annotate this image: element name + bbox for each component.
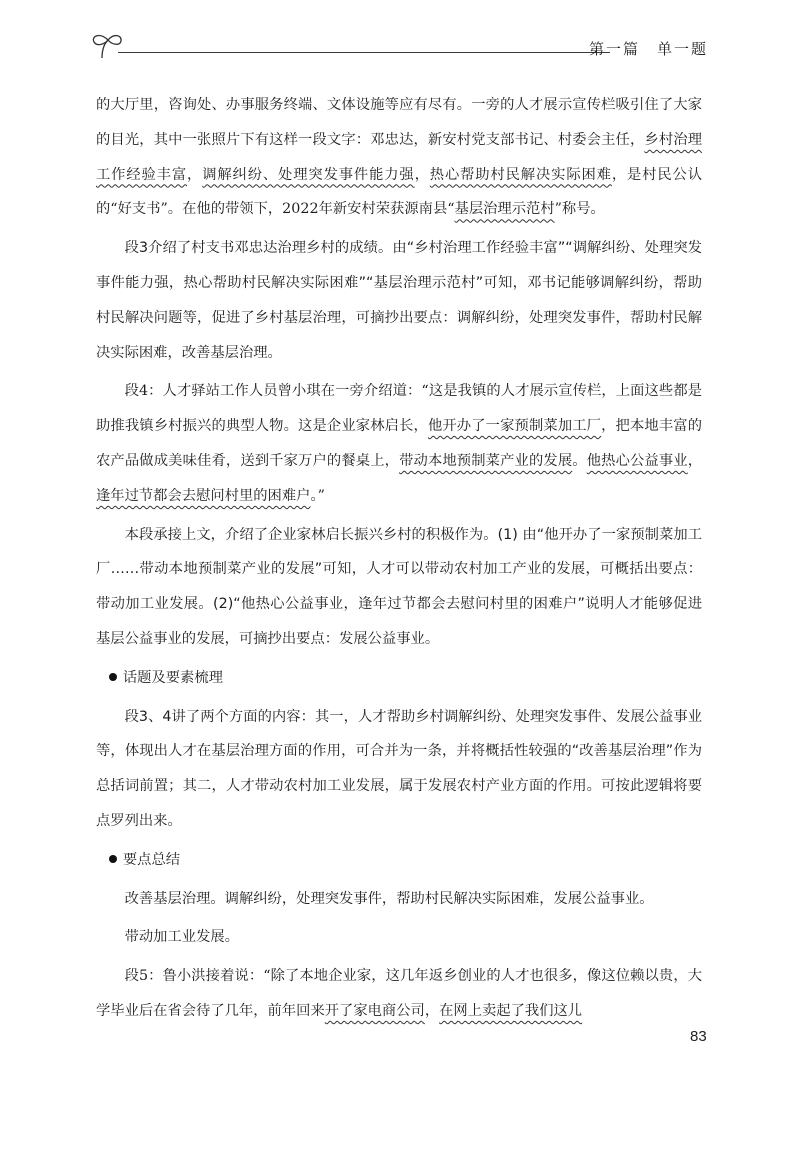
analysis-paragraph-3: 段3介绍了村支书邓忠达治理乡村的成绩。由“乡村治理工作经验丰富”“调解纠纷、处理突发事件能力强，热心帮助村民解决实际困难”“基层治理示范村”可知，邓书记能够调解纠纷，帮助村民解决问题等，促进了乡村基层治理，可摘抄出要点：调解纠纷，处理突发事件，帮助村民解决实际困难，改善基层治理。 <box>96 240 702 361</box>
bullet-icon <box>109 855 117 863</box>
underlined-phrase: 基层治理示范村 <box>454 201 555 218</box>
underlined-phrase: 热心帮助村民解决实际困难 <box>429 166 612 183</box>
page-number: 83 <box>690 1028 707 1045</box>
underlined-phrase: 乡村治理工作经验丰富 <box>96 131 702 183</box>
bullet-icon <box>109 673 117 681</box>
underlined-phrase: 在网上卖起了我们这儿 <box>439 1002 583 1019</box>
summary-point-1: 改善基层治理。调解纠纷，处理突发事件，帮助村民解决实际困难，发展公益事业。 <box>124 890 654 907</box>
underlined-phrase: 开了家电商公司 <box>324 1002 425 1019</box>
underlined-phrase: 调解纠纷、处理突发事件能力强 <box>202 166 415 183</box>
sprout-icon <box>88 28 128 68</box>
source-paragraph-continued: 的大厅里，咨询处、办事服务终端、文体设施等应有尽有。一旁的人才展示宣传栏吸引住了大家的目光，其中一张照片下有这样一段文字：邓忠达，新安村党支部书记、村委会主任，乡村治理工作经验丰富，调解纠纷、处理突发事件能力强，热心帮助村民解决实际困难，是村民公认的“好支书”。在他的带领下，2022年新安村荣获源南县“基层治理示范村”称号。 <box>96 97 702 218</box>
source-paragraph-4: 段4：人才驿站工作人员曾小琪在一旁介绍道：“这是我镇的人才展示宣传栏，上面这些都是助推我镇乡村振兴的典型人物。这是企业家林启长，他开办了一家预制菜加工厂，把本地丰富的农产品做成美味佳肴，送到千家万户的餐桌上，带动本地预制菜产业的发展。他热心公益事业，逢年过节都会去慰问村里的困难户。” <box>96 383 703 504</box>
summary-point-2: 带动加工业发展。 <box>124 929 239 946</box>
chapter-title: 第一篇 单一题 <box>588 40 708 58</box>
underlined-phrase: 带动本地预制菜产业的发展 <box>399 452 573 469</box>
analysis-paragraph-4: 本段承接上文，介绍了企业家林启长振兴乡村的积极作为。(1) 由“他开办了一家预制菜加工厂……带动本地预制菜产业的发展”可知，人才可以带动农村加工产业的发展，可概括出要点：带动加工业发展。(2)“他热心公益事业，逢年过节都会去慰问村里的困难户”说明人才能够促进基层公益事业的发展，可摘抄出要点：发展公益事业。 <box>96 526 702 647</box>
page-body <box>96 88 702 1033</box>
section-heading-summary: 要点总结 <box>96 843 702 878</box>
underlined-phrase: 他开办了一家预制菜加工厂 <box>427 418 602 435</box>
header-rule <box>118 52 610 53</box>
underlined-phrase: 他热心公益事业 <box>586 452 688 469</box>
underlined-phrase: 逢年过节都会去慰问村里的困难户 <box>96 487 311 504</box>
section-heading-topics: 话题及要素梳理 <box>96 661 702 696</box>
topics-paragraph: 段3、4讲了两个方面的内容：其一，人才帮助乡村调解纠纷、处理突发事件、发展公益事业等，体现出人才在基层治理方面的作用，可合并为一条，并将概括性较强的“改善基层治理”作为总括词前置；其二，人才带动农村加工业发展，属于发展农村产业方面的作用。可按此逻辑将要点罗列出来。 <box>96 708 702 829</box>
running-header <box>88 28 708 68</box>
source-paragraph-5: 段5：鲁小洪接着说：“除了本地企业家，这几年返乡创业的人才也很多，像这位赖以贵，大学毕业后在省会待了几年，前年回来开了家电商公司，在网上卖起了我们这儿 <box>96 968 702 1019</box>
